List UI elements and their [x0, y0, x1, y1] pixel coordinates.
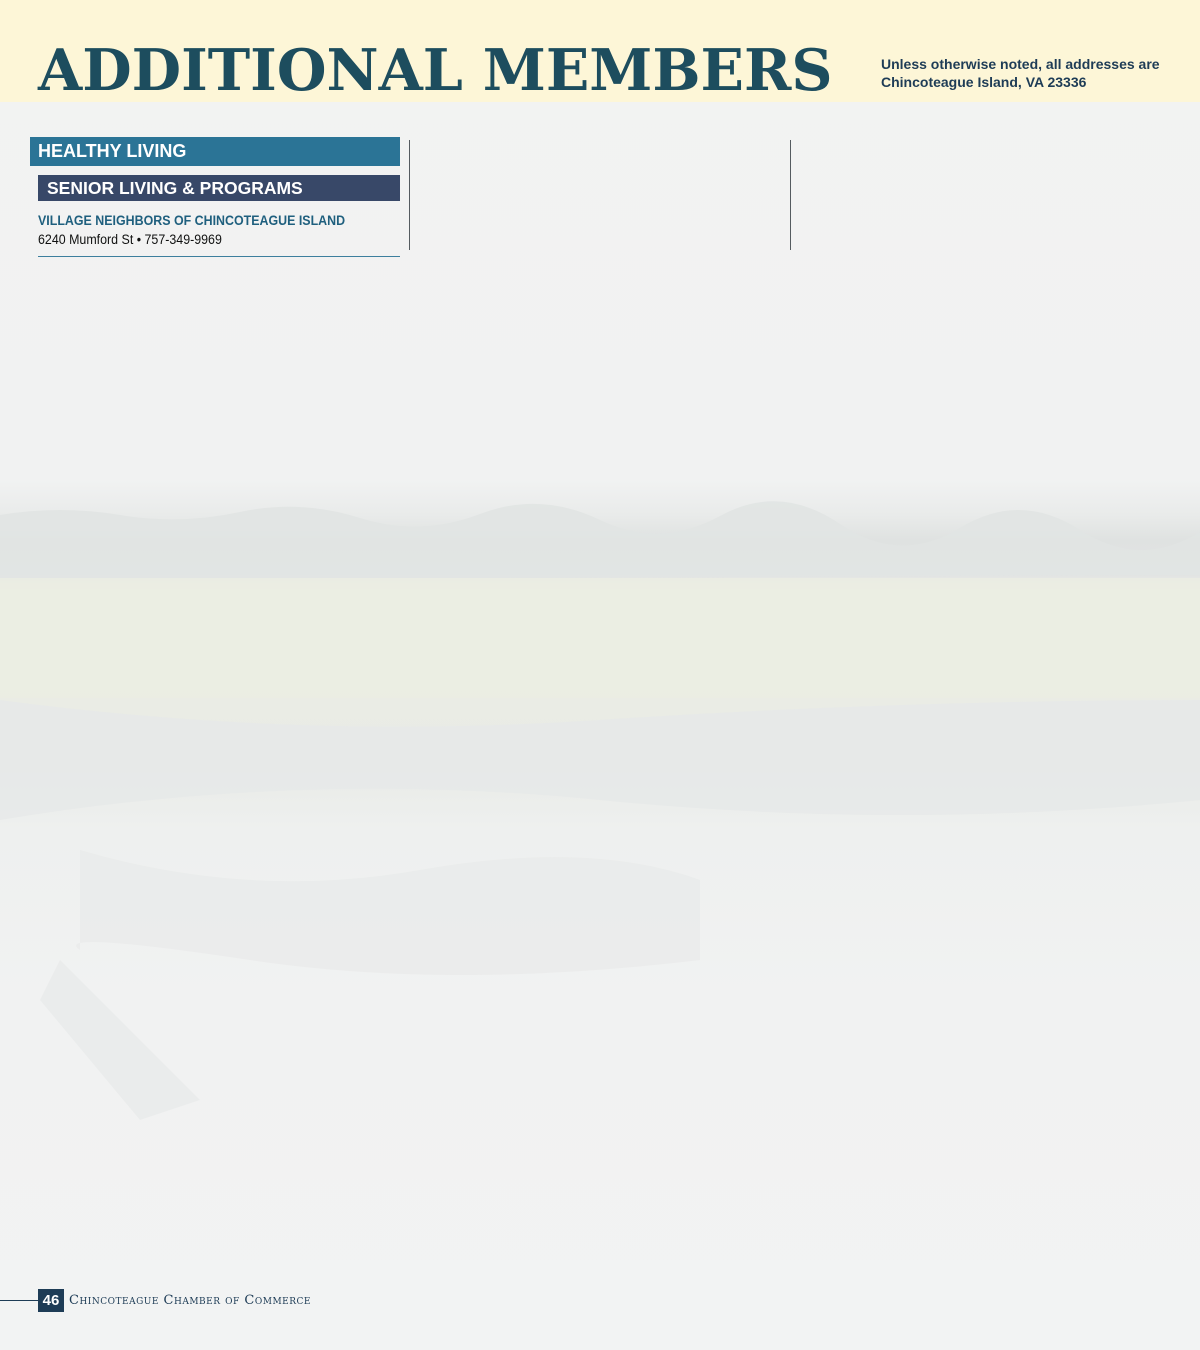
header-band	[0, 0, 1200, 102]
subcategory-heading: SENIOR LIVING & PROGRAMS	[38, 175, 400, 201]
address-note: Unless otherwise noted, all addresses are Chincoteague Island, VA 23336	[881, 56, 1160, 90]
listing-address-phone: 6240 Mumford St • 757-349-9969	[38, 232, 222, 247]
publication-name: Chincoteague Chamber of Commerce	[69, 1293, 311, 1308]
page-title: ADDITIONAL MEMBERS	[38, 37, 833, 104]
column-divider	[409, 140, 410, 250]
list-item	[38, 211, 400, 257]
listing-name: VILLAGE NEIGHBORS OF CHINCOTEAGUE ISLAND	[38, 213, 346, 228]
column-divider	[790, 140, 791, 250]
category-heading: HEALTHY LIVING	[30, 137, 400, 166]
page-number: 46	[38, 1289, 64, 1312]
footer-rule	[0, 1300, 38, 1301]
